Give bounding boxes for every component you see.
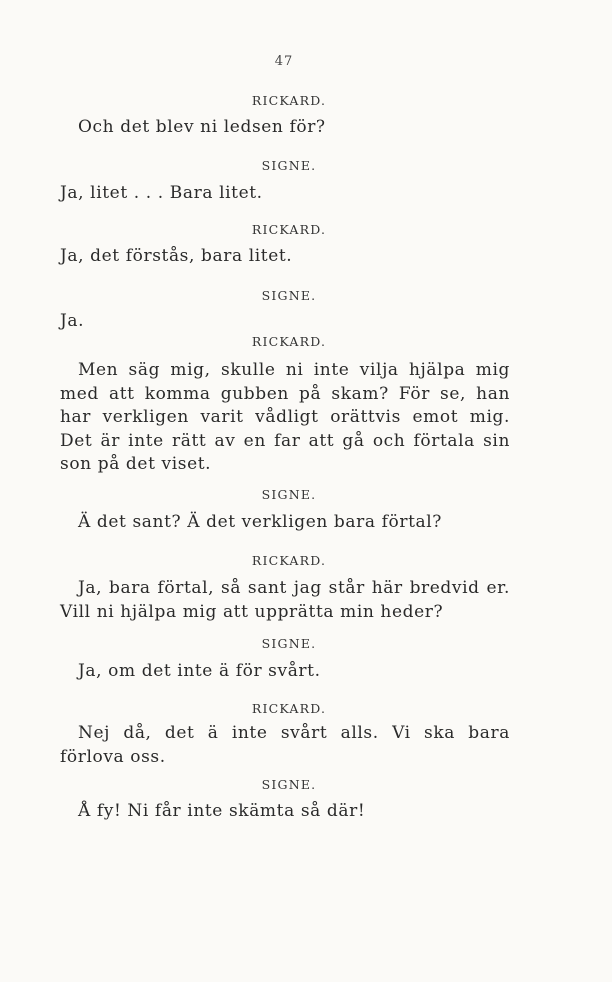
speaker-name: SIGNE.	[261, 777, 317, 792]
dialogue-line: Ja.	[60, 311, 85, 331]
dialogue-line: Ja, om det inte ä för svårt.	[78, 661, 321, 681]
speaker-name: RICKARD.	[251, 334, 327, 349]
dialogue-line: Ä det sant? Ä det verkligen bara förtal?	[78, 512, 442, 532]
dialogue-line: Men säg mig, skulle ni inte vilja hjälpa mig med att komma gubben på skam? För se, han har verkligen varit vådligt orättvis emot mig. Det är inte rätt av en far att gå och förtala sin son på det viset.	[60, 360, 510, 474]
speaker-name: RICKARD.	[251, 93, 327, 108]
dialogue-line: Nej då, det ä inte svårt alls. Vi ska bara förlova oss.	[60, 723, 510, 767]
speaker-name: RICKARD.	[251, 222, 327, 237]
dialogue-line: Ja, litet . . . Bara litet.	[60, 183, 263, 203]
speaker-name: SIGNE.	[261, 158, 317, 173]
dialogue-line: Ja, bara förtal, så sant jag står här bredvid er. Vill ni hjälpa mig att upprätta min heder?	[60, 578, 510, 622]
speaker-name: RICKARD.	[251, 553, 327, 568]
speaker-name: SIGNE.	[261, 288, 317, 303]
speaker-name: RICKARD.	[251, 701, 327, 716]
dialogue-line: Och det blev ni ledsen för?	[78, 117, 326, 137]
dialogue-line: Ja, det förstås, bara litet.	[60, 246, 293, 266]
speaker-name: SIGNE.	[261, 636, 317, 651]
dialogue-line: Å fy! Ni får inte skämta så där!	[78, 801, 366, 821]
speaker-name: SIGNE.	[261, 487, 317, 502]
page-number: 47	[274, 54, 294, 69]
